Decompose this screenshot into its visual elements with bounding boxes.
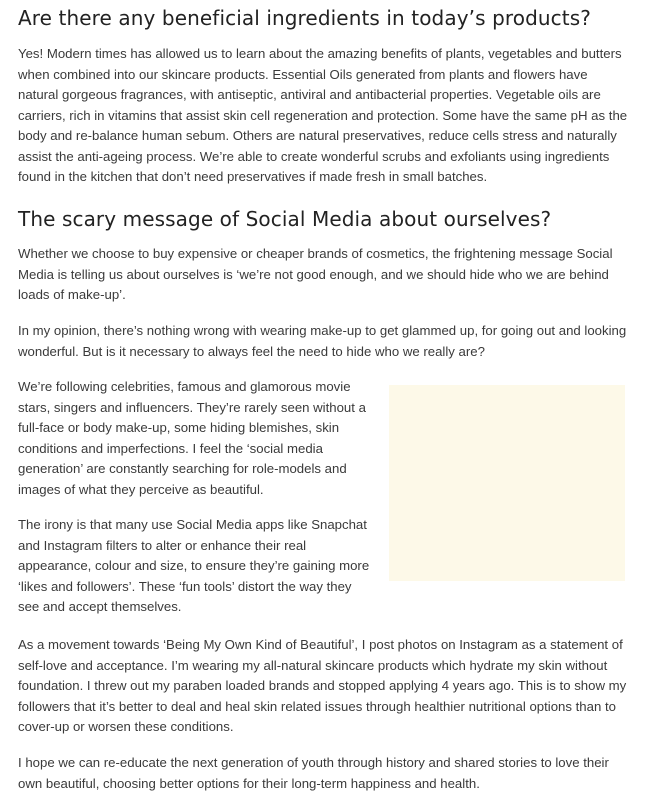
paragraph-hope: I hope we can re-educate the next generation of youth through history and shared stories to love their own beautiful, choosing better options for their long-term happiness and health.: [18, 755, 609, 791]
paragraph-ingredients: Yes! Modern times has allowed us to learn about the amazing benefits of plants, vegetables and butters when combined into our skincare products. Essential Oils generated from plants and flowers have natural gorgeous fragrances, with antiseptic, antiviral and antibacterial properties. Vegetable oils are carriers, rich in vitamins that assist skin cell regeneration and protection. Some have the same pH as the body and re-balance human sebum. Others are natural preservatives, reduce cells stress and naturally assist the anti-ageing process. We’re able to create wonderful scrubs and exfoliants using ingredients found in the kitchen that don’t need preservatives if made fresh in small batches.: [18, 46, 628, 184]
paragraph-social-media-message: Whether we choose to buy expensive or cheaper brands of cosmetics, the frightening message Social Media is telling us about ourselves is ‘we’re not good enough, and we should hide who we are behind loads of make-up’.: [18, 246, 613, 302]
paragraph-irony: The irony is that many use Social Media apps like Snapchat and Instagram filters to alter or enhance their real appearance, colour and size, to ensure they’re gaining more ‘likes and followers’. These ‘fun tools’ distort the way they see and accept themselves.: [18, 517, 370, 614]
section-heading-ingredients: Are there any beneficial ingredients in today’s products?: [18, 6, 591, 30]
article-image-placeholder: [389, 385, 625, 581]
paragraph-opinion: In my opinion, there’s nothing wrong with wearing make-up to get glammed up, for going out and looking wonderful. But is it necessary to always feel the need to hide who we really are?: [18, 323, 627, 359]
paragraph-movement: As a movement towards ‘Being My Own Kind of Beautiful’, I post photos on Instagram as a statement of self-love and acceptance. I’m wearing my all-natural skincare products which hydrate my skin without foundation. I threw out my paraben loaded brands and stopped applying 4 years ago. This is to show my followers that it’s better to deal and heal skin related issues through healthier nutritional options than to cover-up or worsen these conditions.: [18, 637, 627, 734]
paragraph-celebrities: We’re following celebrities, famous and glamorous movie stars, singers and influencers. They’re rarely seen without a full-face or body make-up, some hiding blemishes, skin conditions and imperfections. I feel the ‘social media generation’ are constantly searching for role-models and images of what they perceive as beautiful.: [18, 379, 366, 497]
section-heading-social-media: The scary message of Social Media about ourselves?: [18, 207, 552, 231]
